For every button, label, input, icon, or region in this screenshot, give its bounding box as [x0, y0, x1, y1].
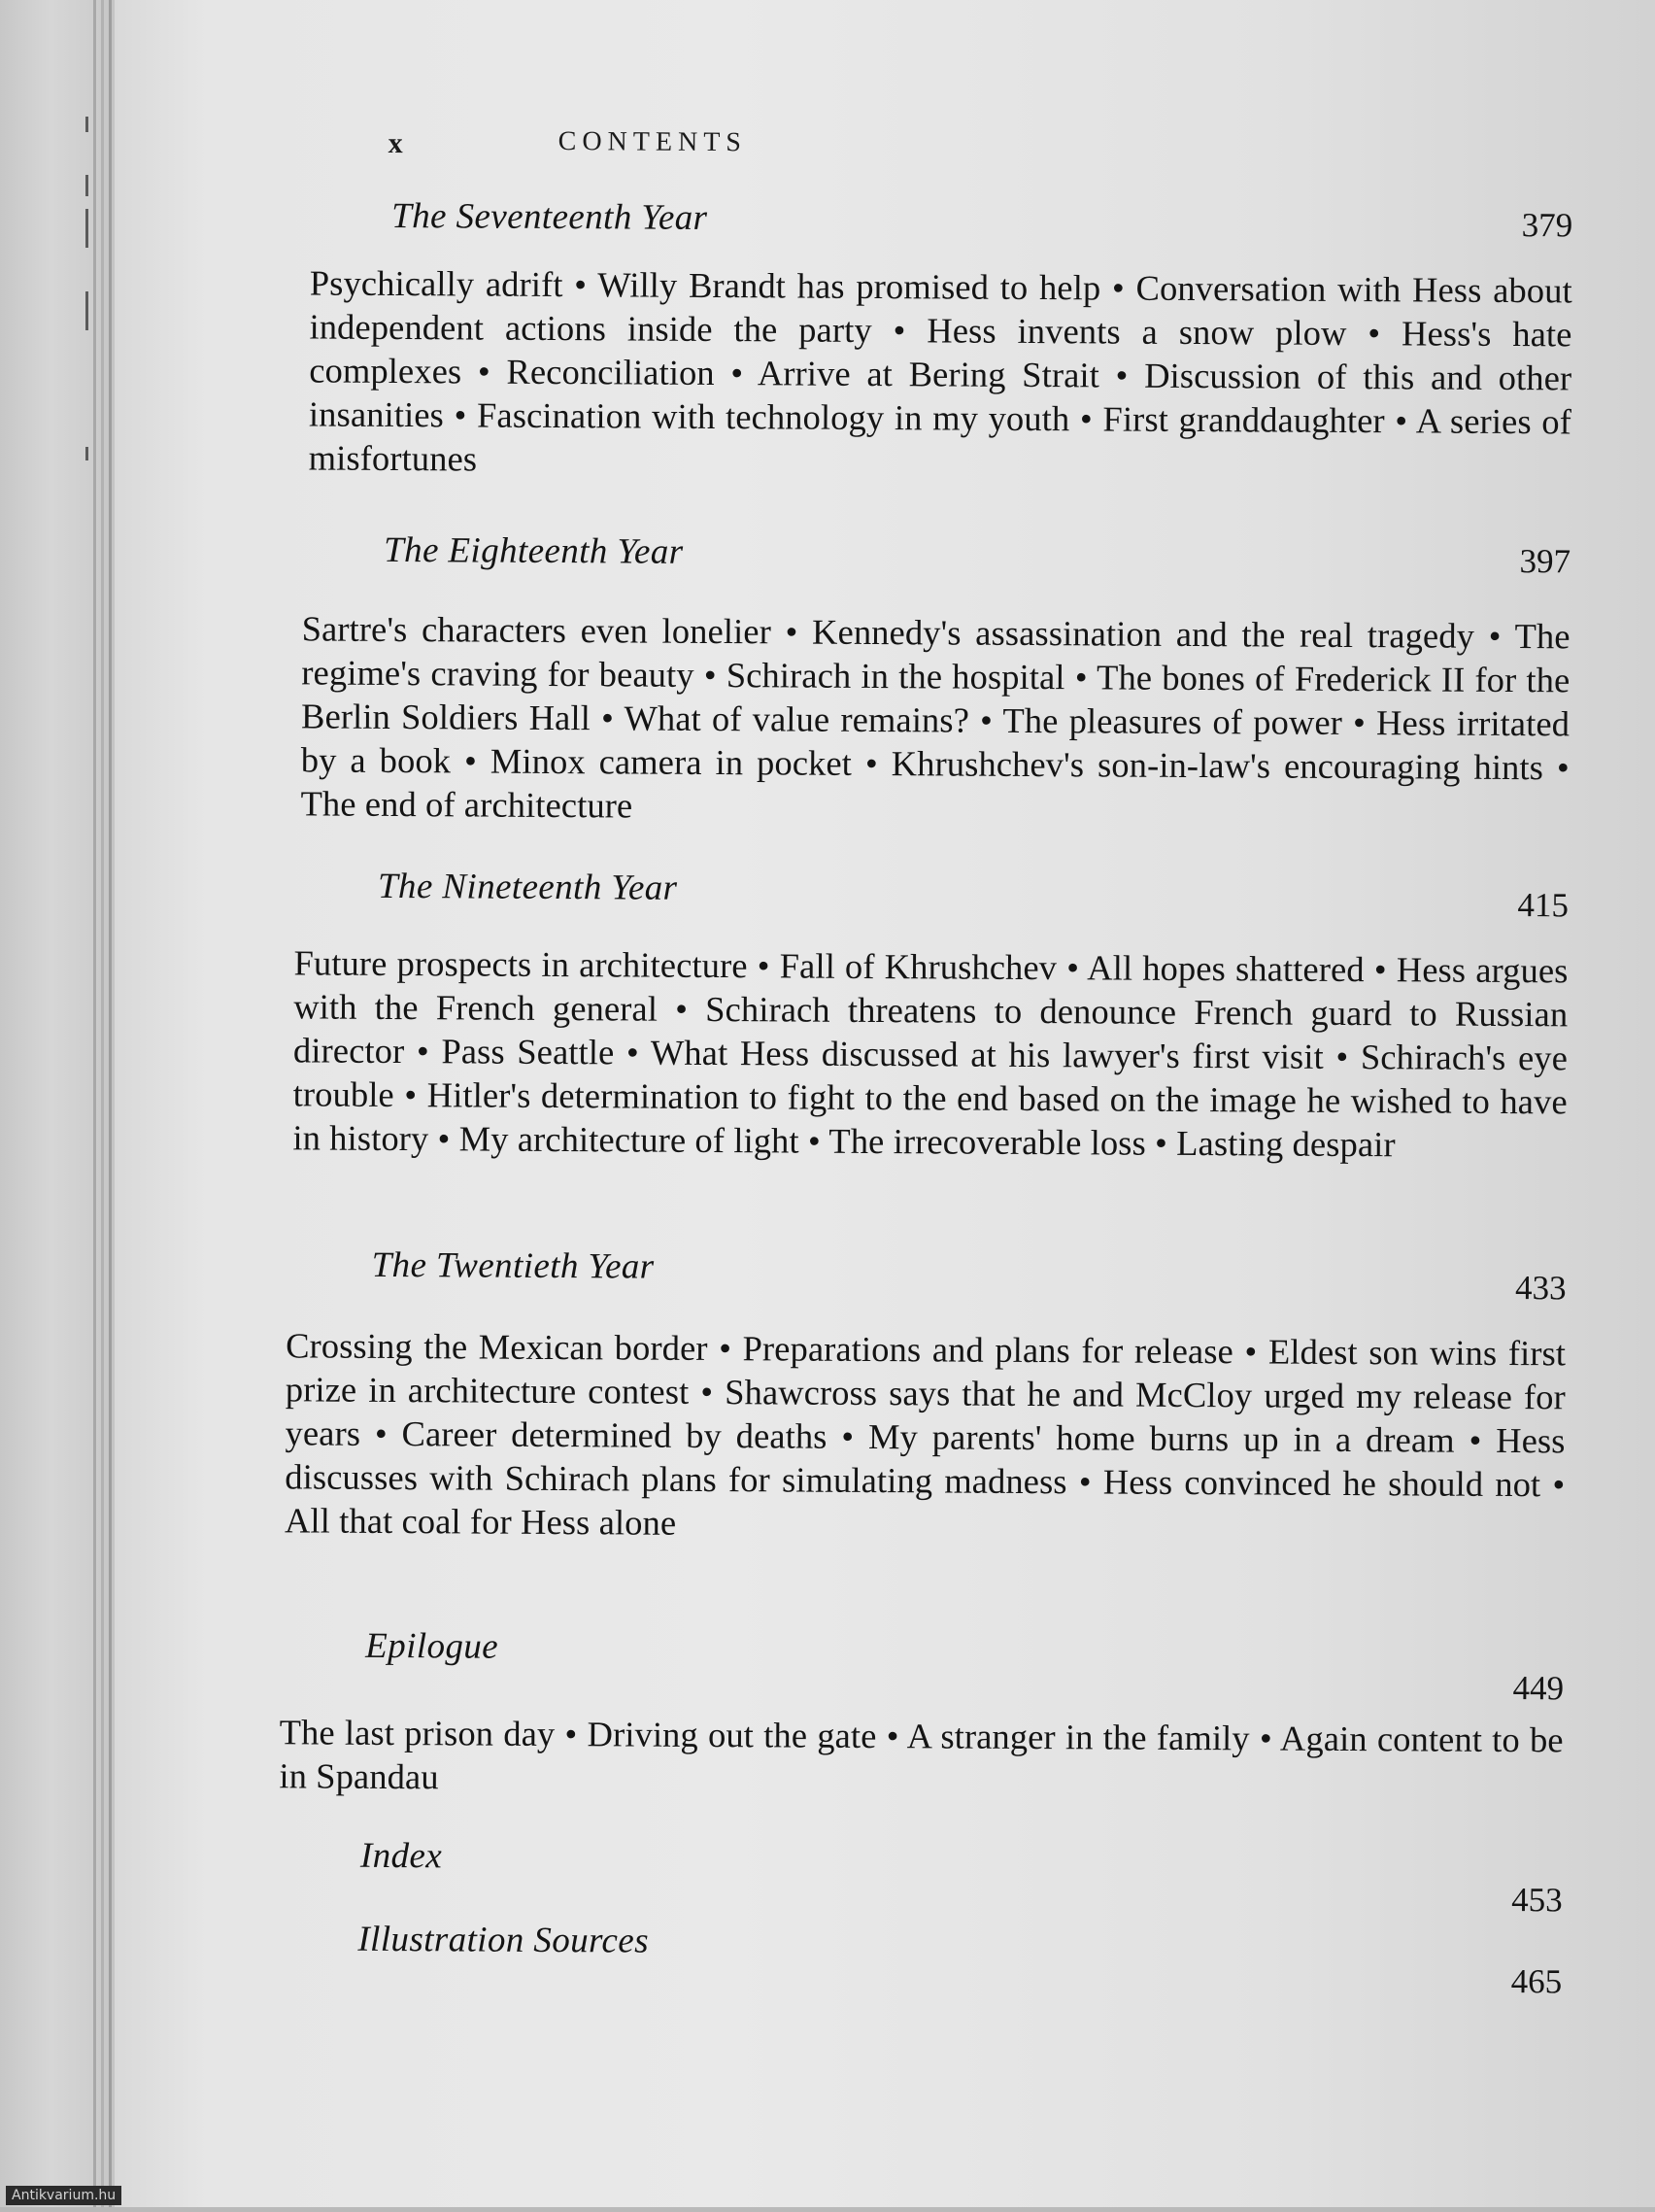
chapter-summary: Psychically adrift • Willy Brandt has promised to help • Conversation with Hess about independent actions inside the party • Hess invents a snow plow • Hess's hate complexes • Reconciliation • Arrive at Bering Strait • Discussion of this and other insanities • Fascination with technology in my youth • First granddaughter • A series of misfortunes: [308, 262, 1572, 479]
chapter-title: Illustration Sources: [357, 1919, 650, 1961]
chapter-page-number: 433: [1514, 1269, 1567, 1308]
watermark-logo: Antikvarium.hu: [6, 2186, 121, 2205]
chapter-page-number: 453: [1511, 1881, 1563, 1920]
toc-entry: [275, 1830, 1563, 1920]
page-folio: x: [388, 126, 403, 160]
toc-entry: [292, 861, 1570, 1165]
toc-entry: [279, 1620, 1565, 1797]
chapter-summary: Future prospects in architecture • Fall of Khrushchev • All hopes shattered • Hess argues with the French general • Schirach threatens to denounce French guard to Russian director • Pass Seattle • What Hess discussed at his lawyer's first visit • Schirach's eye trouble • Hitler's determination to fight to the end based on the image he wished to have in history • My architecture of light • The irrecoverable loss • Lasting despair: [292, 942, 1569, 1165]
chapter-title: Index: [359, 1835, 443, 1877]
toc-entry: [308, 190, 1573, 479]
chapter-page-number: 397: [1519, 542, 1571, 581]
chapter-title: Epilogue: [365, 1625, 499, 1667]
chapter-title: The Seventeenth Year: [391, 195, 708, 238]
chapter-title: The Nineteenth Year: [377, 866, 678, 908]
chapter-page-number: 415: [1517, 886, 1570, 925]
chapter-page-number: 449: [1512, 1669, 1565, 1708]
chapter-summary: The last prison day • Driving out the gate • A stranger in the family • Again content to be in Spandau: [279, 1712, 1564, 1797]
chapter-title: The Twentieth Year: [371, 1244, 655, 1287]
toc-entry: [284, 1240, 1567, 1543]
chapter-page-number: 465: [1510, 1962, 1563, 2001]
toc-entry: [300, 525, 1571, 826]
chapter-title: The Eighteenth Year: [384, 529, 684, 572]
running-head-title: CONTENTS: [557, 126, 748, 158]
chapter-page-number: 379: [1521, 206, 1573, 245]
toc-entry: [273, 1914, 1563, 2001]
chapter-summary: Sartre's characters even lonelier • Kennedy's assassination and the real tragedy • The regime's craving for beauty • Schirach in the hospital • The bones of Frederick II for the Berlin Soldiers Hall • What of value remains? • The pleasures of power • Hess irritated by a book • Minox camera in pocket • Khrushchev's son-in-law's encouraging hints • The end of architecture: [300, 608, 1571, 826]
chapter-summary: Crossing the Mexican border • Preparations and plans for release • Eldest son wins first prize in architecture contest • Shawcross says that he and McCloy urged my release for years • Career determined by deaths • My parents' home burns up in a dream • Hess discusses with Schirach plans for simulating madness • Hess convinced he should not • All that coal for Hess alone: [284, 1325, 1567, 1543]
